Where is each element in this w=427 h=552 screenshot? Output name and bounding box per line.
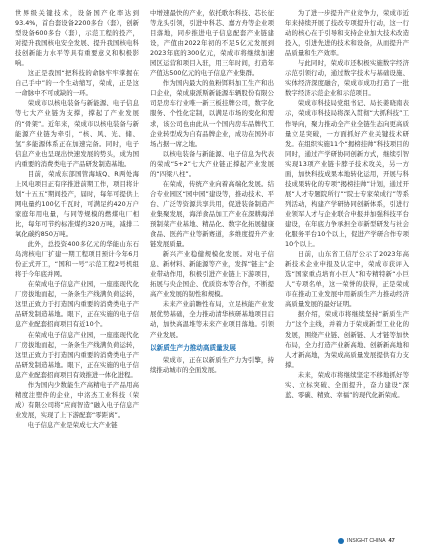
page-number: 47 [388, 538, 395, 544]
section-subheading: 以新质生产力推动高质量发展 [150, 343, 236, 352]
body-paragraph: 这正是我国“把科技的命脉牢牢掌握在自己手中”的一个生动缩写，荣成，正是这一命脉中不可或缺的一环。 [15, 69, 139, 98]
body-paragraph: 荣成市科技局党组书记、局长姜晓南表示，荣成市科技局将深入贯彻“大抓科技”工作导向，聚力推动全产业全链生态向更高质量立足突破，一方面抓好产业关键技术研发。在组织实施11个“揭榜挂帅”科技项目的同时，通过产学研协同创新方式，继续引智实现13项产业链卡脖子技术攻关，另一方面，加快科技成果本地转化运用，开展与科技成果转化的专项“揭榜挂帅”计划，通过开展“人才专题院所行”“院士专家荣成行”等系列活动，构建产学研协同创新体系，引进行业领军人才与企业联合申报并加强科技平台建设，在年底力争承担全市新型研发与社会化服务平台10个以上，促进产学研合作专项10个以上。 [285, 99, 409, 249]
body-paragraph: 日前，山东省工信厅公示了2023年高新技术企业申报及认定中，荣成市获评入选“国家重点培育小巨人”和专精特新“小巨人”专项名单，这一荣誉的获得，正是荣成市在推动工业发展中用新质生产力推动经济高质量发展的最好证明。 [285, 250, 409, 309]
brand-logo-icon [338, 538, 344, 544]
body-paragraph: 目前，荣成东部国管海域Q、R两处海上风电项目正有序推进前期工作，项目将计划“十五五”期间投产，届时，每年可提供上网电量约100亿千瓦时，可满足约420万户家庭年用电量，与同等规模的燃煤电厂相比，每年可节约标准煤约320万吨，减排二氧化碳约850万吨。 [15, 169, 139, 239]
body-paragraph: 为了进一步提升产业竞争力，荣成市近年来持续开展了技改专项提升行动，这一行动的核心在于引导和支持企业加大技术改造投入，引进先进的技术和设备，从而提升产品质量和生产效率。 [285, 9, 409, 58]
body-paragraph: 在荣成电子信息产业园，一座座现代化厂房拔地而起，一条条生产线满负荷运转，这里正致力于打造国内重要的消费类电子产品研发制造基地。眼下，正在实施的电子信息产业配套招商项目有近10个。 [15, 280, 139, 329]
body-paragraph: 以核电装备与新能源、电子信息为代表的荣成“5+2”七大产业链正撑起产业发展的“四梁八柱”。 [150, 149, 274, 178]
page-footer [338, 538, 395, 544]
body-paragraph: 荣成市以核电装备与新能源、电子信息等七大产业链为支撑，撑起了产业发展的“骨架”。近年来，荣成市以核电装备与新能源产业链为牵引，“核、风、光、储、氢”多能源体系正在加速完备。同时，电子信息产业也呈现出快速发展的势头，成为国内重要的消费类电子产品研发制造基地。 [15, 99, 139, 168]
text-column-right [285, 8, 409, 400]
body-paragraph: 电子信息产业是荣成七大产业链 [27, 420, 118, 429]
text-column-middle [150, 8, 274, 375]
body-paragraph: 世界级关键技术，设备国产化率达到93.4%，首台套设备2200多台（套），创新型设备600多台（套），示范工程的投产，对提升我国核电安全发展、提升我国核电科技创新能力水平等具有重要意义和积极影响。 [15, 9, 139, 68]
body-paragraph: 新兴产业稳健规模化发展。对电子信息、新材料、新能源等产业，发挥“链主”企业带动作用，积极引进产业链上下游项目，拓展与央企国企、优质资本等合作，不断提高产业发展的韧性和规模。 [150, 250, 274, 299]
body-paragraph: 在荣成，传统产业向着高端化发展。结合专业园区“园中园”建设等，推动技术、平台、广泛等资源共享共用，促进装备制造产业集聚发展，海洋食品加工产业在深耕海洋预制菜产业基地、精品化、数字化拓展健康食品、医药产业等新赛道，多维度提升产业链发展质量。 [150, 179, 274, 249]
body-paragraph: 作为国内最大的鱼粉饵料加工生产和出口企业，荣成康派斯新能源车辆股份有限公司是房车行业唯一新三板挂牌公司，数字化服务、个性化定制，以满足市场的变化和需求，该公司也由此从一个国内房车品牌代工企业转型成为自有品牌企业，成功在国外市场占据一席之地。 [150, 79, 274, 148]
body-paragraph: 与此同时，荣成市还积极实施数字经济示范引领行动，通过数字技术与基础设施、实体经济深度融合，荣成市成功打造了一批数字经济示范企业和示范项目。 [285, 59, 409, 98]
footer-brand: INSIGHT CHINA [347, 538, 386, 544]
text-column-left [15, 8, 139, 430]
body-paragraph: 中增速最快的产业，依托歌尔科技、芯长征等龙头引领，引进中科芯、嘉方舟等企业项目落地，同步推进电子信息配套产业链建设，产值由2022年初的不足5亿元发展到2023年底的300亿元，荣成市将继续加速园区运营和项目入驻，用三年时间，打造年产值达500亿元的电子信息产业集群。 [150, 9, 274, 78]
body-paragraph: 未来，荣成市将继续坚定不移地抓好等实、立标突破、全面提升，奋力建设“深蓝、零碳、精致、幸福”的现代化新荣成。 [285, 370, 409, 399]
body-paragraph: 据介绍，荣成市将继续坚持“新质生产力”这个主线，并着力于荣成新型工业化的发展，围绕产业链、创新链、人才链等加快布局，全力打造产业新高地、创新新高地和人才新高地，为荣成高质量发展提供有力支撑。 [285, 310, 409, 369]
body-paragraph: 未来产业前瞻性布局，立足核能产业发展优势基础，全力推动清华核研基地项目启动，加快高温堆等未来产业项目落地。引领产业发展。 [150, 300, 274, 339]
body-paragraph: 在荣成电子信息产业园，一座座现代化厂房拔地而起，一条条生产线满负荷运转，这里正致力于打造国内重要的消费类电子产品研发制造基地。眼下，正在实施的电子信息产业配套招商项目有效推进一体化进程。 [15, 330, 139, 379]
body-paragraph: 荣成市，正在以新质生产力为引擎，持续推动城市的全面发展。 [150, 355, 274, 374]
body-paragraph: 此外，总投资400多亿元的华能山东石岛湾核电厂扩建一期工程项目预计今年6月份正式开工，“国和一号”示范工程2号机组将于今年底并网。 [15, 240, 139, 279]
body-paragraph: 作为国内少数能生产高精电子产品用高精度注塑件的企业，中洺杰工业科技（荣成）有限公司将“应商智造”融入电子信息产业发展，实现了上下游配套“零距离”。 [15, 380, 139, 419]
